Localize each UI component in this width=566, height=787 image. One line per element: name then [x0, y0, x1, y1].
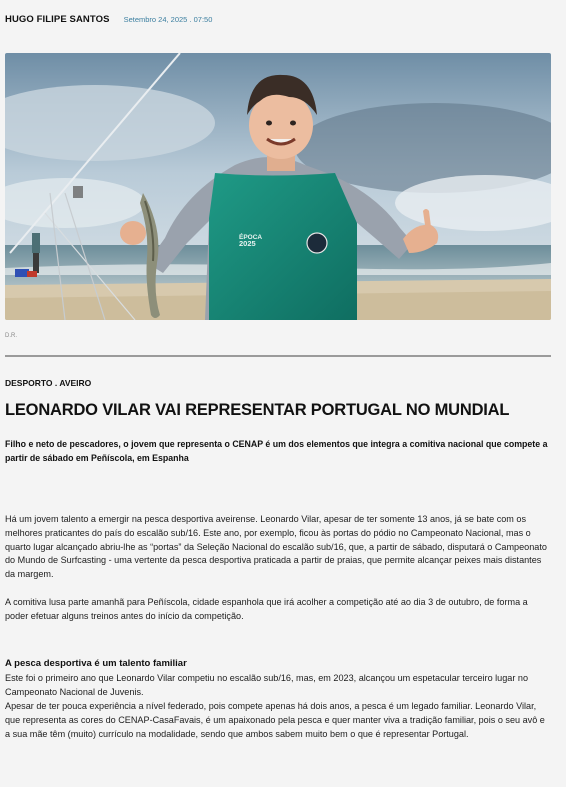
photo-credit: D.R.: [5, 333, 17, 339]
article-paragraph-3: Este foi o primeiro ano que Leonardo Vilar competiu no escalão sub/16, mas, em 2023, alcançou um espetacular terceiro lugar no Campeonato Nacional de Juvenis.: [5, 673, 529, 697]
club-badge-icon: [307, 233, 327, 253]
article-paragraph-4: Apesar de ter pouca experiência a nível federado, pois compete apenas há dois anos, a pesca é um legado familiar. Leonardo Vilar, que representa as cores do CENAP-CasaFavais, é um apaixonado pela pesca e quer manter viva a tradição familiar, pois o seu avô e a sua mãe têm (muito) currículo na modalidade, sendo que ambos sabem muito bem o que é representar Portugal.: [5, 701, 545, 739]
section-divider: [5, 355, 551, 357]
byline: [5, 14, 212, 25]
publish-date: Setembro 24, 2025 . 07:50: [123, 15, 213, 24]
article-lead: Filho e neto de pescadores, o jovem que representa o CENAP é um dos elementos que integra a comitiva nacional que compete a partir de sábado em Peñíscola, em Espanha: [5, 439, 548, 463]
article-subheading: A pesca desportiva é um talento familiar: [5, 658, 187, 669]
section-label[interactable]: DESPORTO . AVEIRO: [5, 378, 92, 388]
article-photo: [5, 53, 551, 320]
vest-text-1: ÉPOCA: [239, 234, 263, 241]
article-paragraph-1: Há um jovem talento a emergir na pesca desportiva aveirense. Leonardo Vilar, apesar de ter somente 13 anos, já se bate com os melhores praticantes do país do escalão sub/16. Este ano, por exemplo, ficou às portas do pódio no Campeonato Nacional, mas o quarto lugar alcançado abriu-lhe as “portas” da Seleção Nacional do escalão sub/16, que, a partir de sábado, disputará o Campeonato do Mundo de Surfcasting - uma vertente da pesca desportiva praticada a partir de praias, que permite alcançar peixes mais distantes da margem.: [5, 514, 547, 580]
vest-text-2: 2025: [239, 239, 256, 248]
author-name[interactable]: HUGO FILIPE SANTOS: [5, 14, 110, 25]
article-paragraph-2: A comitiva lusa parte amanhã para Peñíscola, cidade espanhola que irá acolher a competição até ao dia 3 de outubro, de forma a poder efetuar alguns treinos antes do início da competição.: [5, 597, 528, 621]
article-headline: LEONARDO VILAR VAI REPRESENTAR PORTUGAL NO MUNDIAL: [5, 401, 510, 419]
photo-illustration: [5, 53, 551, 320]
